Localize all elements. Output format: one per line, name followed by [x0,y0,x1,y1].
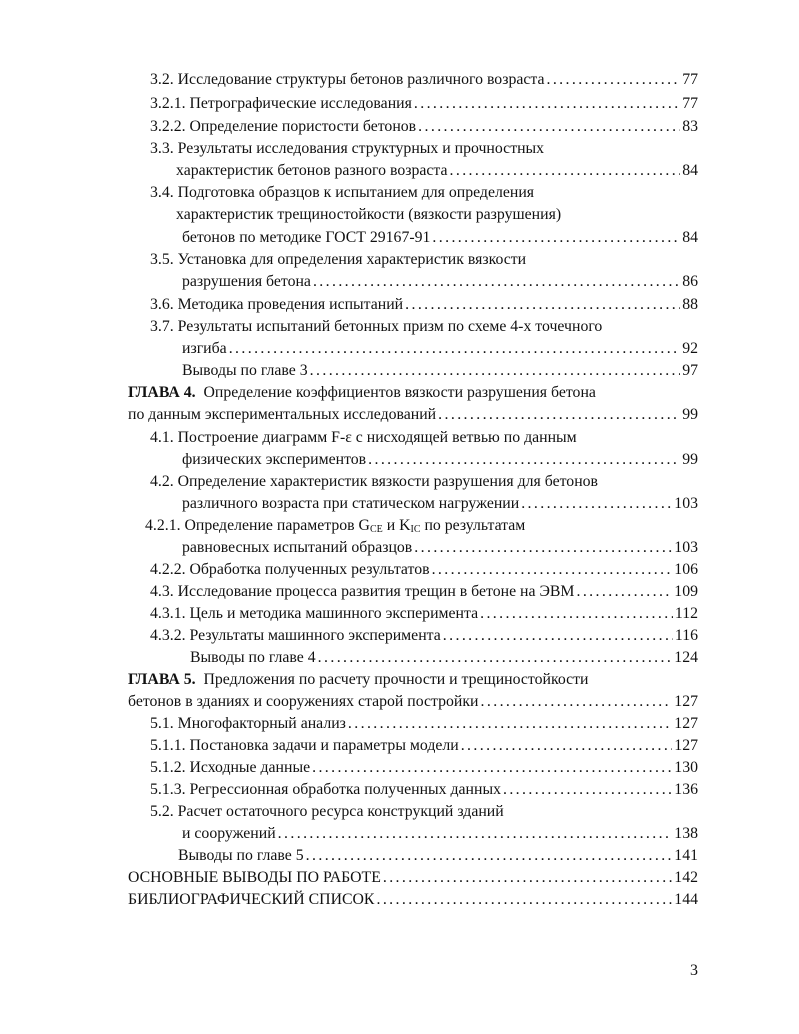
toc-entry-line: 3.5. Установка для определения характеристик вязкости [150,251,527,268]
toc-entry: 3.2.2. Определение пористости бетонов ..... 83 [150,116,698,138]
toc-entry-line: 4.2. Определение характеристик вязкости разрушения для бетонов [150,473,599,490]
chapter-4-heading: ГЛАВА 4. Определение коэффициентов вязкости разрушения бетона [128,384,596,401]
toc-entry: 5.1. Многофакторный анализ ..... 127 [150,713,698,735]
toc-entry: и сооружений ..... 138 [182,823,698,845]
toc-entry: 3.2. Исследование структуры бетонов различного возраста ..... 77 [150,69,698,91]
toc-entry-line: 3.3. Результаты исследования структурных и прочностных [150,140,545,157]
toc-entry: 4.2.2. Обработка полученных результатов ..... 106 [150,559,698,581]
toc-entry: характеристик бетонов разного возраста ..... 84 [176,160,698,182]
toc-entry: 4.3.1. Цель и методика машинного эксперимента ..... 112 [150,603,698,625]
toc-entry-line: 4.1. Построение диаграмм F-ε с нисходящей ветвью по данным [150,429,577,446]
toc-entry: Выводы по главе 3 ..... 97 [182,360,698,382]
toc-entry: 5.1.2. Исходные данные ..... 130 [150,757,698,779]
toc-entry: 4.3. Исследование процесса развития трещин в бетоне на ЭВМ ..... 109 [150,581,698,603]
toc-entry: БИБЛИОГРАФИЧЕСКИЙ СПИСОК ..... 144 [128,889,698,911]
toc-entry: 5.1.1. Постановка задачи и параметры модели ..... 127 [150,735,698,757]
toc-entry: 3.6. Методика проведения испытаний ..... 88 [150,294,698,316]
toc-entry: 5.1.3. Регрессионная обработка полученных данных ..... 136 [150,779,698,801]
toc-entry: Выводы по главе 5 ..... 141 [178,845,698,867]
toc-entry-line: 3.4. Подготовка образцов к испытанием для определения [150,184,535,201]
toc-entry-line: характеристик трещиностойкости (вязкости разрушения) [176,206,562,223]
chapter-5-heading: ГЛАВА 5. Предложения по расчету прочности и трещиностойкости [128,671,589,688]
toc-entry: бетонов в зданиях и сооружениях старой постройки ..... 127 [128,691,698,713]
toc-entry: изгиба ..... 92 [182,338,698,360]
toc-entry: 3.2.1. Петрографические исследования ..... 77 [150,93,698,115]
toc-entry: Выводы по главе 4 ..... 124 [190,647,698,669]
chapter-label: ГЛАВА 5. [128,671,196,688]
toc-entry: по данным экспериментальных исследований ..... 99 [128,404,698,426]
toc-entry: равновесных испытаний образцов ..... 103 [182,537,698,559]
toc-entry: разрушения бетона ..... 86 [182,271,698,293]
toc-entry: различного возраста при статическом нагружении ..... 103 [182,493,698,515]
toc-entry-line: 4.2.1. Определение параметров $G_{CE}$ и $K_{IC}$ по результатам [145,517,526,535]
toc-entry: 4.3.2. Результаты машинного эксперимента ..... 116 [150,625,698,647]
toc-entry-line: 5.2. Расчет остаточного ресурса конструкций зданий [150,803,504,820]
toc-entry: ОСНОВНЫЕ ВЫВОДЫ ПО РАБОТЕ ..... 142 [128,867,698,889]
page-number: 3 [690,962,698,979]
toc-entry: физических экспериментов ..... 99 [182,449,698,471]
toc-entry-line: 3.7. Результаты испытаний бетонных призм по схеме 4-х точечного [150,318,603,335]
toc-entry: бетонов по методике ГОСТ 29167-91 ..... 84 [182,227,698,249]
chapter-label: ГЛАВА 4. [128,384,196,401]
